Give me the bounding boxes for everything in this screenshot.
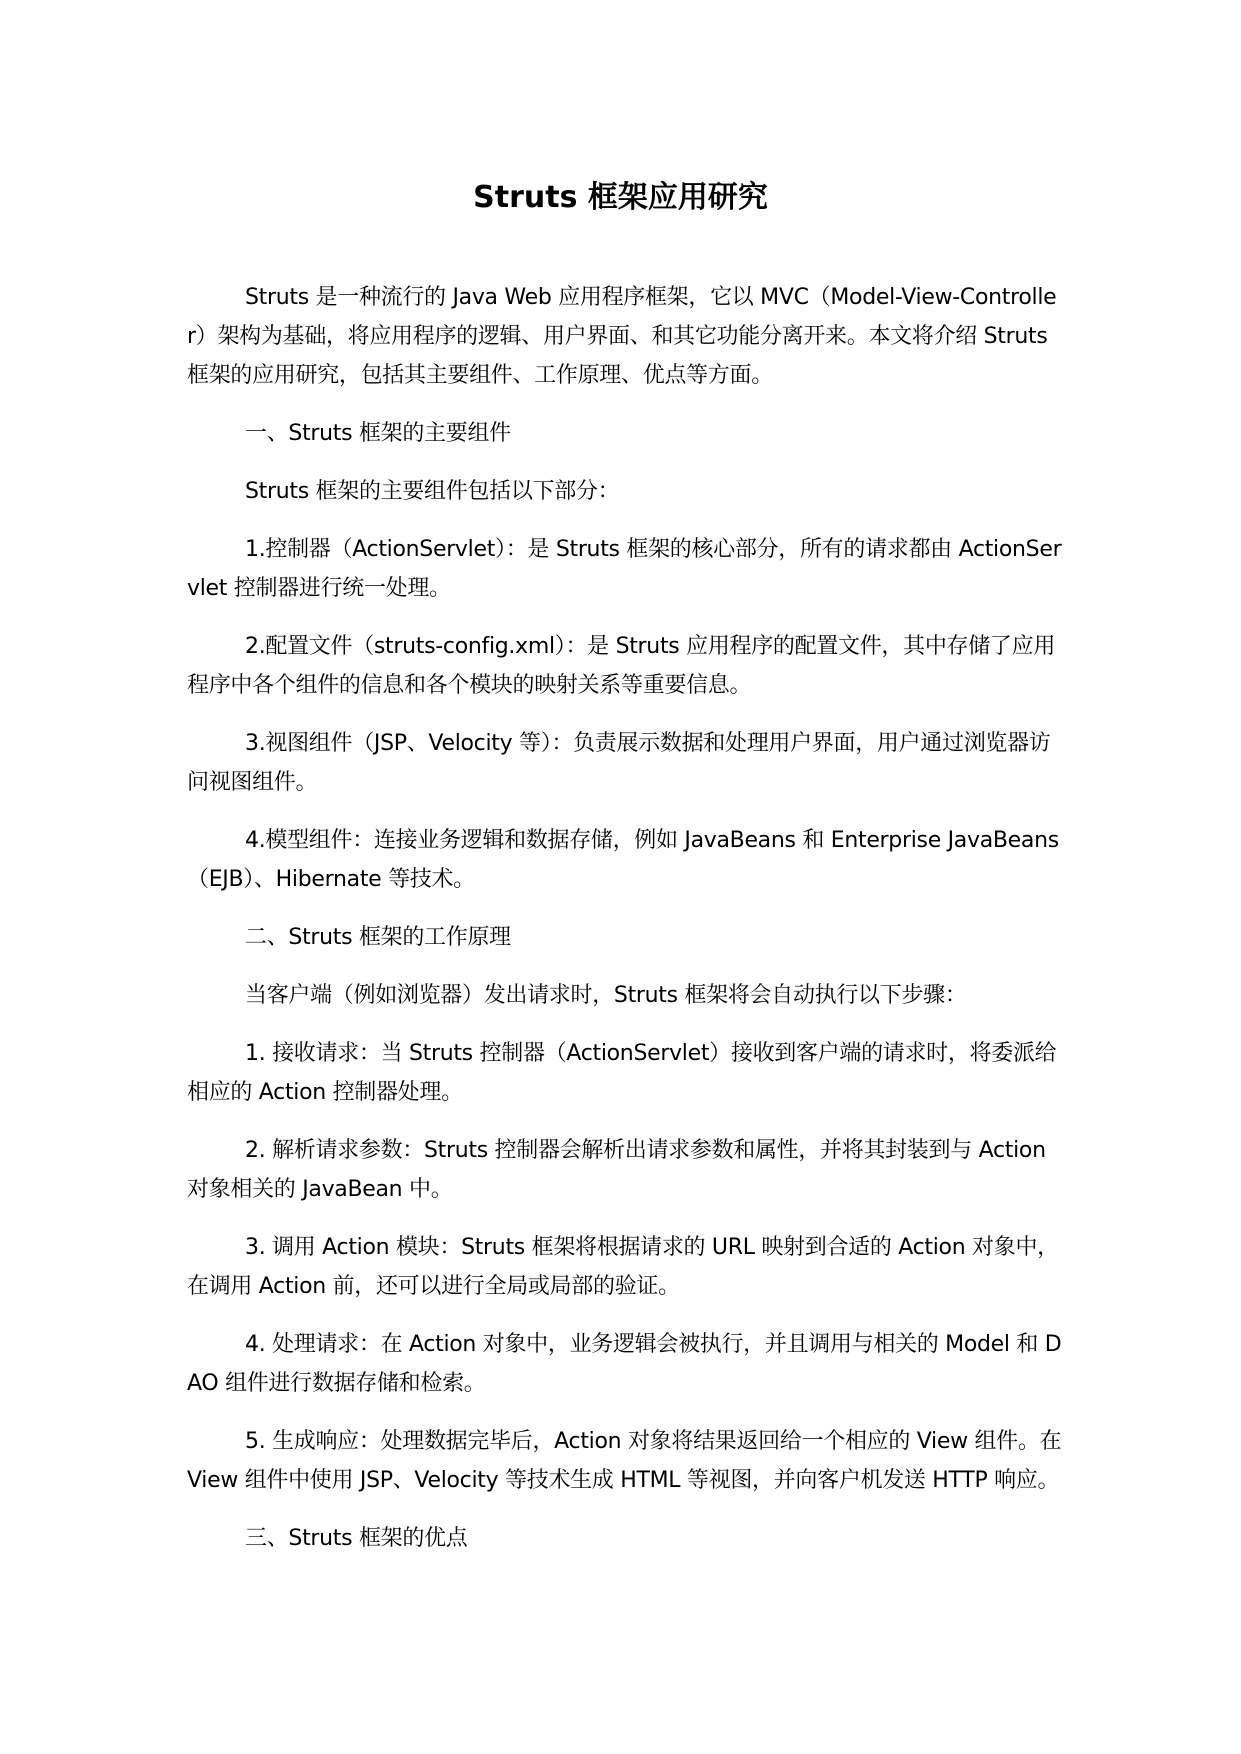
document-body <box>187 278 1063 1577</box>
section-heading-workflow: 二、Struts 框架的工作原理 <box>245 925 511 950</box>
list-item-step-3: 3. 调用 Action 模块：Struts 框架将根据请求的 URL 映射到合适的 Action 对象中，在调用 Action 前，还可以进行全局或局部的验证。 <box>187 1235 1059 1299</box>
list-item-step-5: 5. 生成响应：处理数据完毕后，Action 对象将结果返回给一个相应的 View 组件。在 View 组件中使用 JSP、Velocity 等技术生成 HTML 等视图，并向客户机发送 HTTP 响应。 <box>187 1429 1062 1493</box>
list-item-step-1: 1. 接收请求：当 Struts 控制器（ActionServlet）接收到客户端的请求时，将委派给相应的 Action 控制器处理。 <box>187 1041 1057 1105</box>
list-item-step-4: 4. 处理请求：在 Action 对象中，业务逻辑会被执行，并且调用与相关的 Model 和 DAO 组件进行数据存储和检索。 <box>187 1332 1062 1396</box>
section-heading-advantages: 三、Struts 框架的优点 <box>245 1526 468 1551</box>
list-item-step-2: 2. 解析请求参数：Struts 控制器会解析出请求参数和属性，并将其封装到与 Action 对象相关的 JavaBean 中。 <box>187 1138 1046 1202</box>
paragraph-components-intro: Struts 框架的主要组件包括以下部分： <box>245 479 620 504</box>
paragraph-intro: Struts 是一种流行的 Java Web 应用程序框架，它以 MVC（Model-View-Controller）架构为基础，将应用程序的逻辑、用户界面、和其它功能分离开来。本文将介绍 Struts 框架的应用研究，包括其主要组件、工作原理、优点等方面。 <box>187 285 1057 388</box>
paragraph-workflow-intro: 当客户端（例如浏览器）发出请求时，Struts 框架将会自动执行以下步骤： <box>245 983 967 1008</box>
list-item-controller: 1.控制器（ActionServlet）：是 Struts 框架的核心部分，所有的请求都由 ActionServlet 控制器进行统一处理。 <box>187 537 1062 601</box>
document-title: Struts 框架应用研究 <box>473 180 768 215</box>
list-item-view: 3.视图组件（JSP、Velocity 等）：负责展示数据和处理用户界面，用户通过浏览器访问视图组件。 <box>187 731 1051 795</box>
section-heading-components: 一、Struts 框架的主要组件 <box>245 421 511 446</box>
list-item-model: 4.模型组件：连接业务逻辑和数据存储，例如 JavaBeans 和 Enterprise JavaBeans（EJB）、Hibernate 等技术。 <box>187 828 1059 892</box>
list-item-config: 2.配置文件（struts-config.xml）：是 Struts 应用程序的配置文件，其中存储了应用程序中各个组件的信息和各个模块的映射关系等重要信息。 <box>187 634 1056 698</box>
